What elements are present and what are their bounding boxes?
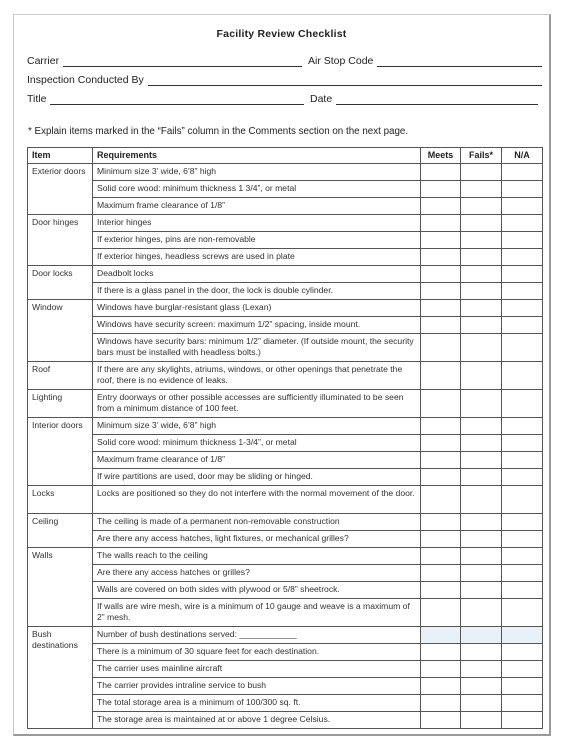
- requirement-cell: Walls are covered on both sides with plywood or 5/8” sheetrock.: [93, 582, 421, 599]
- meets-checkbox-cell[interactable]: [421, 582, 461, 599]
- fails-checkbox-cell[interactable]: [461, 599, 502, 627]
- inspection-by-field[interactable]: [27, 74, 542, 86]
- na-checkbox-cell[interactable]: [502, 266, 543, 283]
- meets-checkbox-cell[interactable]: [421, 644, 461, 661]
- meets-checkbox-cell[interactable]: [421, 164, 461, 181]
- requirement-cell: If wire partitions are used, door may be sliding or hinged.: [93, 469, 421, 486]
- table-row: [28, 644, 543, 661]
- item-cell: Locks: [28, 486, 93, 514]
- item-cell: Window: [28, 300, 93, 362]
- checklist-page: [13, 14, 551, 736]
- meets-checkbox-cell[interactable]: [421, 514, 461, 531]
- table-row: [28, 582, 543, 599]
- carrier-line[interactable]: [63, 55, 302, 67]
- table-row: [28, 300, 543, 317]
- na-checkbox-cell[interactable]: [502, 435, 543, 452]
- requirement-cell: If there are any skylights, atriums, windows, or other openings that penetrate the roof, there is no evidence of leaks.: [93, 362, 421, 390]
- fails-checkbox-cell[interactable]: [461, 565, 502, 582]
- table-row: [28, 418, 543, 435]
- na-checkbox-cell[interactable]: [502, 215, 543, 232]
- header-item: Item: [28, 148, 93, 164]
- fails-checkbox-cell[interactable]: [461, 514, 502, 531]
- meets-checkbox-cell[interactable]: [421, 627, 461, 644]
- meets-checkbox-cell[interactable]: [421, 452, 461, 469]
- na-checkbox-cell[interactable]: [502, 317, 543, 334]
- meets-checkbox-cell[interactable]: [421, 362, 461, 390]
- table-row: [28, 390, 543, 418]
- title-label: Title: [27, 93, 47, 105]
- requirement-cell: Entry doorways or other possible accesses are sufficiently illuminated to be seen from a minimum distance of 100 feet.: [93, 390, 421, 418]
- title-line[interactable]: [50, 93, 304, 105]
- meets-checkbox-cell[interactable]: [421, 232, 461, 249]
- table-row: [28, 181, 543, 198]
- meets-checkbox-cell[interactable]: [421, 695, 461, 712]
- fails-checkbox-cell[interactable]: [461, 266, 502, 283]
- table-row: [28, 317, 543, 334]
- header-meets: Meets: [421, 148, 461, 164]
- item-cell: Ceiling: [28, 514, 93, 548]
- fails-checkbox-cell[interactable]: [461, 661, 502, 678]
- na-checkbox-cell[interactable]: [502, 627, 543, 644]
- table-row: [28, 266, 543, 283]
- requirement-cell: The carrier uses mainline aircraft: [93, 661, 421, 678]
- na-checkbox-cell[interactable]: [502, 362, 543, 390]
- na-checkbox-cell[interactable]: [502, 599, 543, 627]
- requirement-cell: Number of bush destinations served: ____________: [93, 627, 421, 644]
- requirement-cell: The walls reach to the ceiling: [93, 548, 421, 565]
- table-row: [28, 627, 543, 644]
- item-cell: Exterior doors: [28, 164, 93, 215]
- item-cell: Bush destinations: [28, 627, 93, 729]
- fails-checkbox-cell[interactable]: [461, 164, 502, 181]
- requirement-cell: Maximum frame clearance of 1/8”: [93, 198, 421, 215]
- requirement-cell: Minimum size 3’ wide, 6’8” high: [93, 418, 421, 435]
- meets-checkbox-cell[interactable]: [421, 266, 461, 283]
- table-row: [28, 469, 543, 486]
- fails-checkbox-cell[interactable]: [461, 627, 502, 644]
- requirement-cell: The ceiling is made of a permanent non-removable construction: [93, 514, 421, 531]
- na-checkbox-cell[interactable]: [502, 334, 543, 362]
- requirement-cell: Locks are positioned so they do not interfere with the normal movement of the door.: [93, 486, 421, 514]
- requirement-cell: Windows have security bars: minimum 1/2” diameter. (If outside mount, the security bars must be installed with headless bolts.): [93, 334, 421, 362]
- fails-checkbox-cell[interactable]: [461, 300, 502, 317]
- na-checkbox-cell[interactable]: [502, 678, 543, 695]
- table-row: [28, 678, 543, 695]
- table-row: [28, 249, 543, 266]
- meets-checkbox-cell[interactable]: [421, 334, 461, 362]
- fails-checkbox-cell[interactable]: [461, 582, 502, 599]
- meets-checkbox-cell[interactable]: [421, 548, 461, 565]
- air-stop-code-line[interactable]: [377, 55, 542, 67]
- requirement-cell: Are there any access hatches, light fixtures, or mechanical grilles?: [93, 531, 421, 548]
- checklist-body: [28, 164, 543, 729]
- na-checkbox-cell[interactable]: [502, 712, 543, 729]
- meets-checkbox-cell[interactable]: [421, 712, 461, 729]
- requirement-cell: Are there any access hatches or grilles?: [93, 565, 421, 582]
- table-row: [28, 198, 543, 215]
- fails-checkbox-cell[interactable]: [461, 469, 502, 486]
- fails-checkbox-cell[interactable]: [461, 548, 502, 565]
- na-checkbox-cell[interactable]: [502, 390, 543, 418]
- carrier-label: Carrier: [27, 55, 60, 67]
- fails-checkbox-cell[interactable]: [461, 418, 502, 435]
- title-field[interactable]: [27, 93, 304, 105]
- requirement-cell: The total storage area is a minimum of 100/300 sq. ft.: [93, 695, 421, 712]
- fails-checkbox-cell[interactable]: [461, 362, 502, 390]
- fails-checkbox-cell[interactable]: [461, 181, 502, 198]
- requirement-cell: If there is a glass panel in the door, the lock is double cylinder.: [93, 283, 421, 300]
- table-row: [28, 514, 543, 531]
- meets-checkbox-cell[interactable]: [421, 317, 461, 334]
- fails-checkbox-cell[interactable]: [461, 317, 502, 334]
- requirement-cell: Maximum frame clearance of 1/8”: [93, 452, 421, 469]
- fails-checkbox-cell[interactable]: [461, 452, 502, 469]
- item-cell: Walls: [28, 548, 93, 627]
- item-cell: Interior doors: [28, 418, 93, 486]
- carrier-field[interactable]: [27, 55, 302, 67]
- meets-checkbox-cell[interactable]: [421, 198, 461, 215]
- table-row: [28, 661, 543, 678]
- requirement-cell: If walls are wire mesh, wire is a minimum of 10 gauge and weave is a maximum of 2” mesh.: [93, 599, 421, 627]
- item-cell: Lighting: [28, 390, 93, 418]
- fails-checkbox-cell[interactable]: [461, 712, 502, 729]
- na-checkbox-cell[interactable]: [502, 452, 543, 469]
- header-na: N/A: [502, 148, 543, 164]
- requirement-cell: If exterior hinges, pins are non-removable: [93, 232, 421, 249]
- requirement-cell: There is a minimum of 30 square feet for each destination.: [93, 644, 421, 661]
- air-stop-code-label: Air Stop Code: [308, 55, 374, 67]
- table-row: [28, 164, 543, 181]
- requirement-cell: The carrier provides intraline service to bush: [93, 678, 421, 695]
- na-checkbox-cell[interactable]: [502, 418, 543, 435]
- requirement-cell: Windows have security screen: maximum 1/2” spacing, inside mount.: [93, 317, 421, 334]
- na-checkbox-cell[interactable]: [502, 486, 543, 514]
- table-row: [28, 531, 543, 548]
- table-row: [28, 565, 543, 582]
- meets-checkbox-cell[interactable]: [421, 486, 461, 514]
- meets-checkbox-cell[interactable]: [421, 215, 461, 232]
- na-checkbox-cell[interactable]: [502, 644, 543, 661]
- meets-checkbox-cell[interactable]: [421, 565, 461, 582]
- table-row: [28, 283, 543, 300]
- fails-checkbox-cell[interactable]: [461, 198, 502, 215]
- na-checkbox-cell[interactable]: [502, 548, 543, 565]
- checklist-table: [27, 147, 543, 729]
- item-cell: Door locks: [28, 266, 93, 300]
- requirement-cell: Deadbolt locks: [93, 266, 421, 283]
- na-checkbox-cell[interactable]: [502, 198, 543, 215]
- meets-checkbox-cell[interactable]: [421, 661, 461, 678]
- requirement-cell: If exterior hinges, headless screws are used in plate: [93, 249, 421, 266]
- meets-checkbox-cell[interactable]: [421, 531, 461, 548]
- na-checkbox-cell[interactable]: [502, 582, 543, 599]
- na-checkbox-cell[interactable]: [502, 283, 543, 300]
- table-row: [28, 362, 543, 390]
- date-label: Date: [310, 93, 333, 105]
- requirement-cell: Windows have burglar-resistant glass (Lexan): [93, 300, 421, 317]
- na-checkbox-cell[interactable]: [502, 300, 543, 317]
- table-row: [28, 486, 543, 514]
- requirement-cell: The storage area is maintained at or above 1 degree Celsius.: [93, 712, 421, 729]
- requirement-cell: Interior hinges: [93, 215, 421, 232]
- table-row: [28, 695, 543, 712]
- meets-checkbox-cell[interactable]: [421, 469, 461, 486]
- fails-checkbox-cell[interactable]: [461, 283, 502, 300]
- fails-checkbox-cell[interactable]: [461, 232, 502, 249]
- table-row: [28, 452, 543, 469]
- na-checkbox-cell[interactable]: [502, 695, 543, 712]
- fails-checkbox-cell[interactable]: [461, 249, 502, 266]
- na-checkbox-cell[interactable]: [502, 249, 543, 266]
- table-row: [28, 215, 543, 232]
- fails-checkbox-cell[interactable]: [461, 644, 502, 661]
- table-row: [28, 599, 543, 627]
- na-checkbox-cell[interactable]: [502, 232, 543, 249]
- table-row: [28, 548, 543, 565]
- table-row: [28, 334, 543, 362]
- meets-checkbox-cell[interactable]: [421, 181, 461, 198]
- item-cell: Door hinges: [28, 215, 93, 266]
- table-row: [28, 232, 543, 249]
- fails-checkbox-cell[interactable]: [461, 531, 502, 548]
- fails-checkbox-cell[interactable]: [461, 215, 502, 232]
- meets-checkbox-cell[interactable]: [421, 249, 461, 266]
- fails-checkbox-cell[interactable]: [461, 334, 502, 362]
- na-checkbox-cell[interactable]: [502, 181, 543, 198]
- inspection-by-line[interactable]: [148, 74, 542, 86]
- fails-checkbox-cell[interactable]: [461, 435, 502, 452]
- meets-checkbox-cell[interactable]: [421, 390, 461, 418]
- requirement-cell: Minimum size 3’ wide, 6’8” high: [93, 164, 421, 181]
- table-row: [28, 712, 543, 729]
- item-cell: Roof: [28, 362, 93, 390]
- page-title: Facility Review Checklist: [216, 28, 347, 40]
- na-checkbox-cell[interactable]: [502, 469, 543, 486]
- fails-checkbox-cell[interactable]: [461, 695, 502, 712]
- meets-checkbox-cell[interactable]: [421, 435, 461, 452]
- inspection-by-label: Inspection Conducted By: [27, 74, 144, 86]
- requirement-cell: Solid core wood: minimum thickness 1-3/4”, or metal: [93, 435, 421, 452]
- meets-checkbox-cell[interactable]: [421, 300, 461, 317]
- air-stop-code-field[interactable]: [308, 55, 542, 67]
- date-field[interactable]: [310, 93, 538, 105]
- na-checkbox-cell[interactable]: [502, 661, 543, 678]
- date-line[interactable]: [336, 93, 538, 105]
- fails-checkbox-cell[interactable]: [461, 678, 502, 695]
- fails-checkbox-cell[interactable]: [461, 390, 502, 418]
- header-requirements: Requirements: [93, 148, 421, 164]
- meets-checkbox-cell[interactable]: [421, 418, 461, 435]
- meets-checkbox-cell[interactable]: [421, 599, 461, 627]
- header-fails: Fails*: [461, 148, 502, 164]
- meets-checkbox-cell[interactable]: [421, 283, 461, 300]
- na-checkbox-cell[interactable]: [502, 565, 543, 582]
- na-checkbox-cell[interactable]: [502, 531, 543, 548]
- fails-checkbox-cell[interactable]: [461, 486, 502, 514]
- na-checkbox-cell[interactable]: [502, 164, 543, 181]
- table-header-row: [28, 148, 543, 164]
- requirement-cell: Solid core wood: minimum thickness 1 3/4”, or metal: [93, 181, 421, 198]
- fails-note: * Explain items marked in the “Fails” column in the Comments section on the next page.: [28, 126, 409, 137]
- table-row: [28, 435, 543, 452]
- na-checkbox-cell[interactable]: [502, 514, 543, 531]
- meets-checkbox-cell[interactable]: [421, 678, 461, 695]
